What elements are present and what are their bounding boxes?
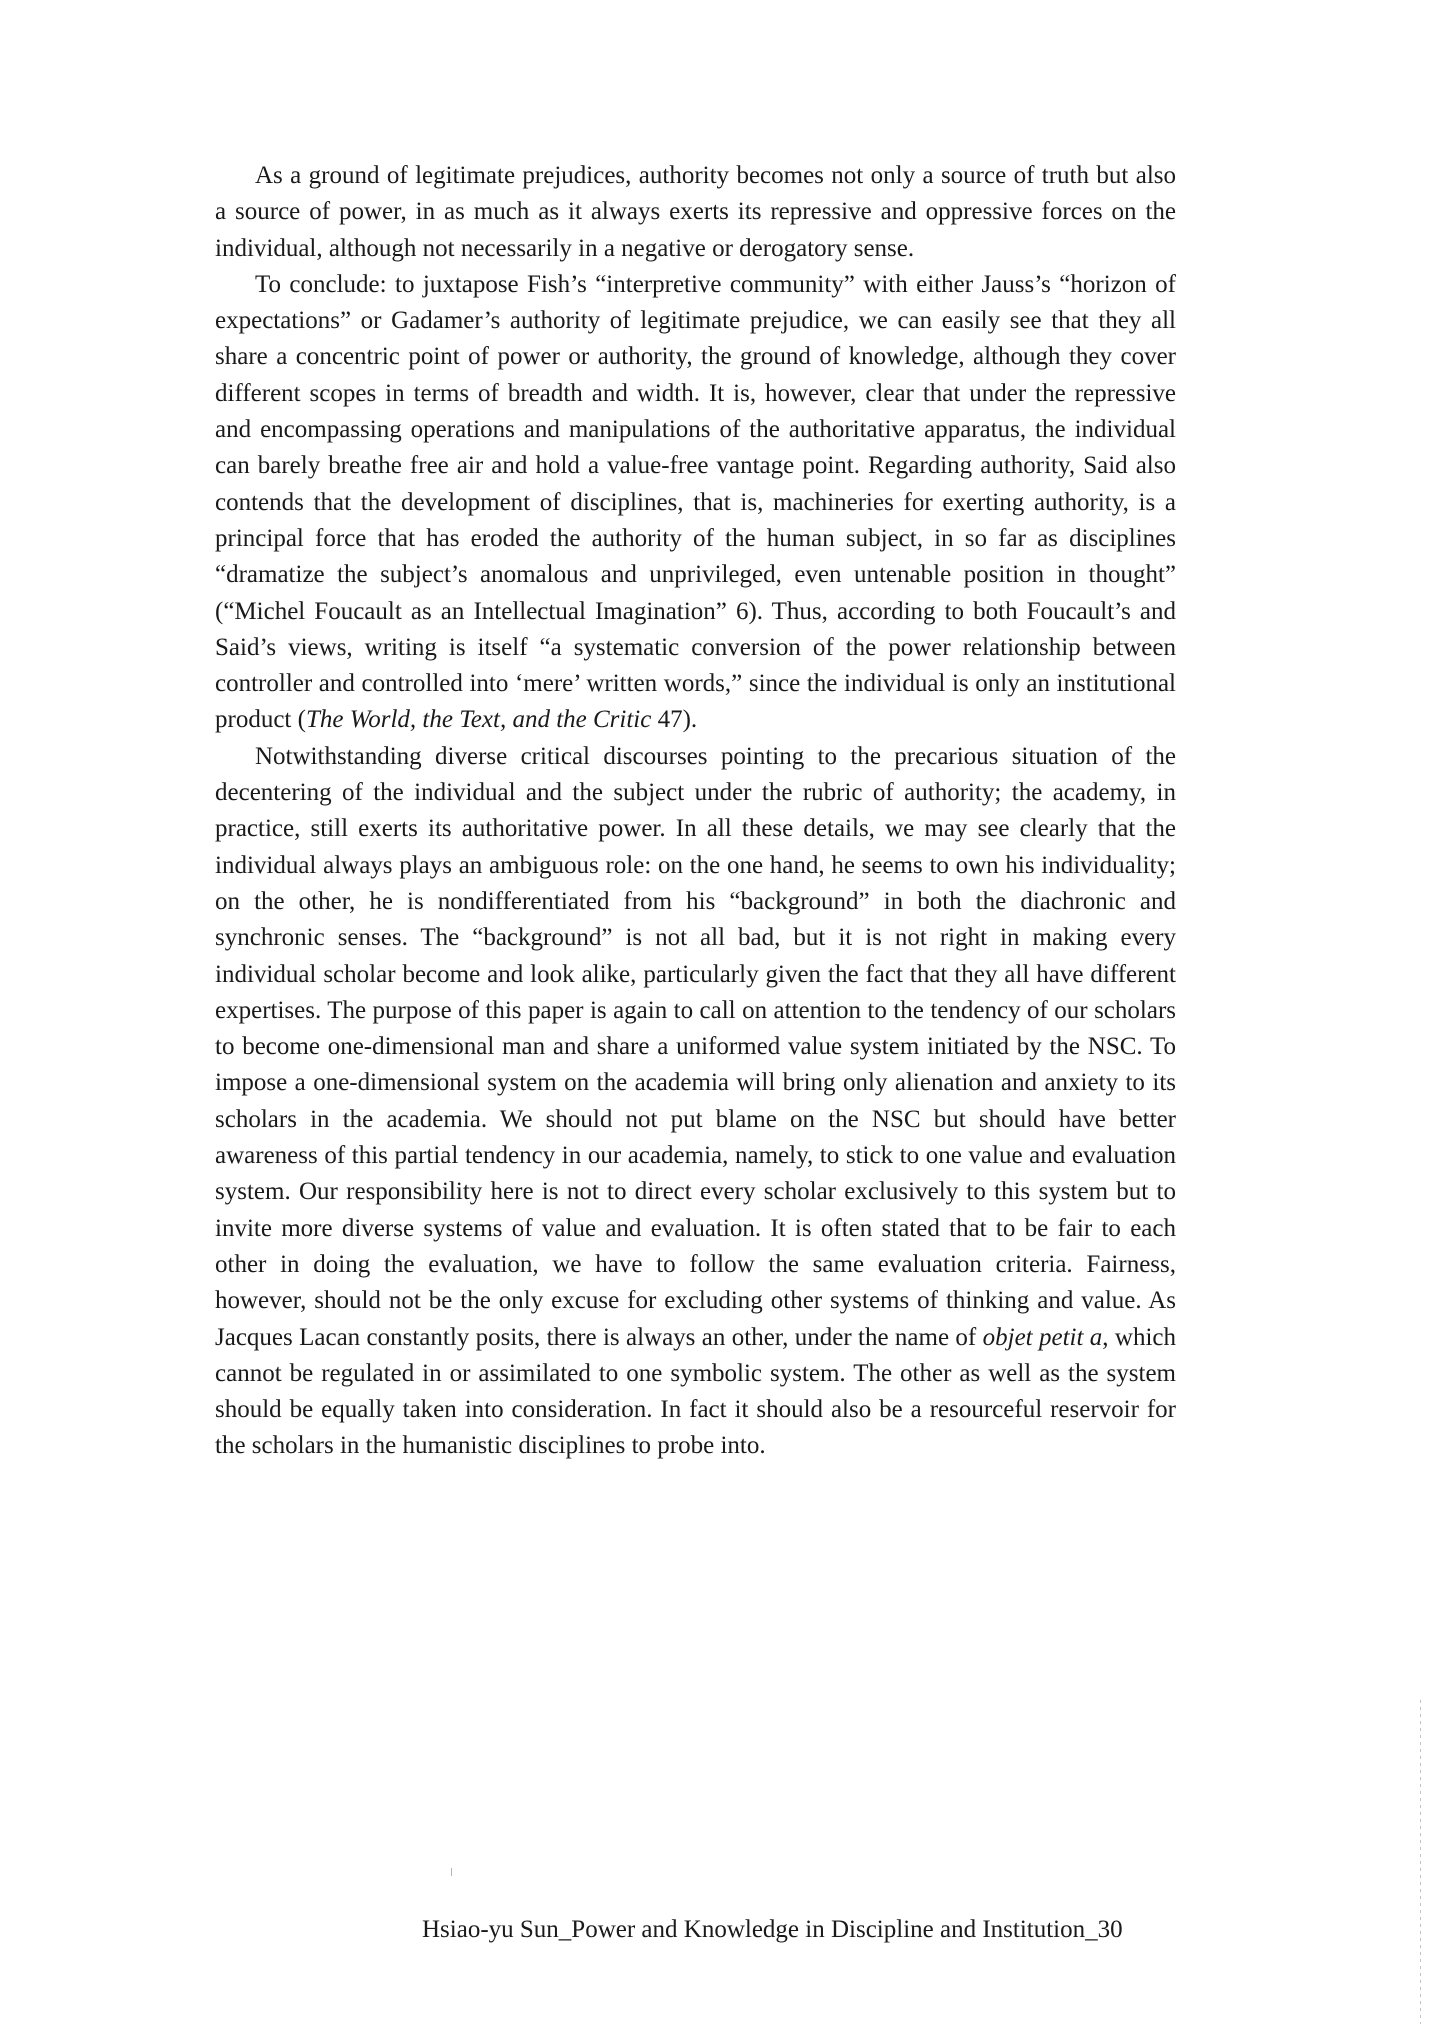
paragraph-text: Notwithstanding diverse critical discourses pointing to the precarious situation of the decentering of the individual and the subject under the rubric of authority; the academy, in practice, still exerts its authoritative power. In all these details, we may see clearly that the individual always plays an ambiguous role: on the one hand, he seems to own his individuality; on the other, he is nondifferentiated from his “background” in both the diachronic and synchronic senses. The “background” is not all bad, but it is not right in making every individual scholar become and look alike, particularly given the fact that they all have different expertises. The purpose of this paper is again to call on attention to the tendency of our scholars to become one-dimensional man and share a uniformed value system initiated by the NSC. To impose a one-dimensional system on the academia will bring only alienation and anxiety to its scholars in the academia. We should not put blame on the NSC but should have better awareness of this partial tendency in our academia, namely, to stick to one value and evaluation system. Our responsibility here is not to direct every scholar exclusively to this system but to invite more diverse systems of value and evaluation. It is often stated that to be fair to each other in doing the evaluation, we have to follow the same evaluation criteria. Fairness, however, should not be the only excuse for excluding other systems of thinking and value. As Jacques Lacan constantly posits, there is always an other, under the name of [215, 742, 1176, 1351]
page-body [215, 158, 1176, 1465]
scan-edge-line [1420, 1700, 1421, 2024]
paragraph-text: To conclude: to juxtapose Fish’s “interpretive community” with either Jauss’s “horizon of expectations” or Gadamer’s authority of legitimate prejudice, we can easily see that they all share a concentric point of power or authority, the ground of knowledge, although they cover different scopes in terms of breadth and width. It is, however, clear that under the repressive and encompassing operations and manipulations of the authoritative apparatus, the individual can barely breathe free air and hold a value-free vantage point. Regarding authority, Said also contends that the development of disciplines, that is, machineries for exerting authority, is a principal force that has eroded the authority of the human subject, in so far as disciplines “dramatize the subject’s anomalous and unprivileged, even untenable position in thought” (“Michel Foucault as an Intellectual Imagination” 6). Thus, according to both Foucault’s and Said’s views, writing is itself “a systematic conversion of the power relationship between controller and controlled into ‘mere’ written words,” since the individual is only an institutional product ( [215, 270, 1176, 734]
paragraph-authority-prejudices [215, 158, 1176, 267]
paragraph-text: As a ground of legitimate prejudices, authority becomes not only a source of truth but also a source of power, in as much as it always exerts its repressive and oppressive forces on the individual, although not necessarily in a negative or derogatory sense. [215, 162, 1176, 262]
running-footer: Hsiao-yu Sun_Power and Knowledge in Discipline and Institution_30 [422, 1916, 1123, 1943]
book-title-citation: The World, the Text, and the Critic [305, 706, 652, 734]
paragraph-text-tail: , which cannot be regulated in or assimilated to one symbolic system. The other as well as the system should be equally taken into consideration. In fact it should also be a resourceful reservoir for the scholars in the humanistic disciplines to probe into. [215, 1323, 1176, 1460]
paragraph-text-tail: 47). [651, 706, 698, 734]
paragraph-conclusion [215, 267, 1176, 739]
italic-term: objet petit a [982, 1323, 1103, 1351]
scan-speck [451, 1868, 452, 1876]
paragraph-academy-critique [215, 739, 1176, 1465]
